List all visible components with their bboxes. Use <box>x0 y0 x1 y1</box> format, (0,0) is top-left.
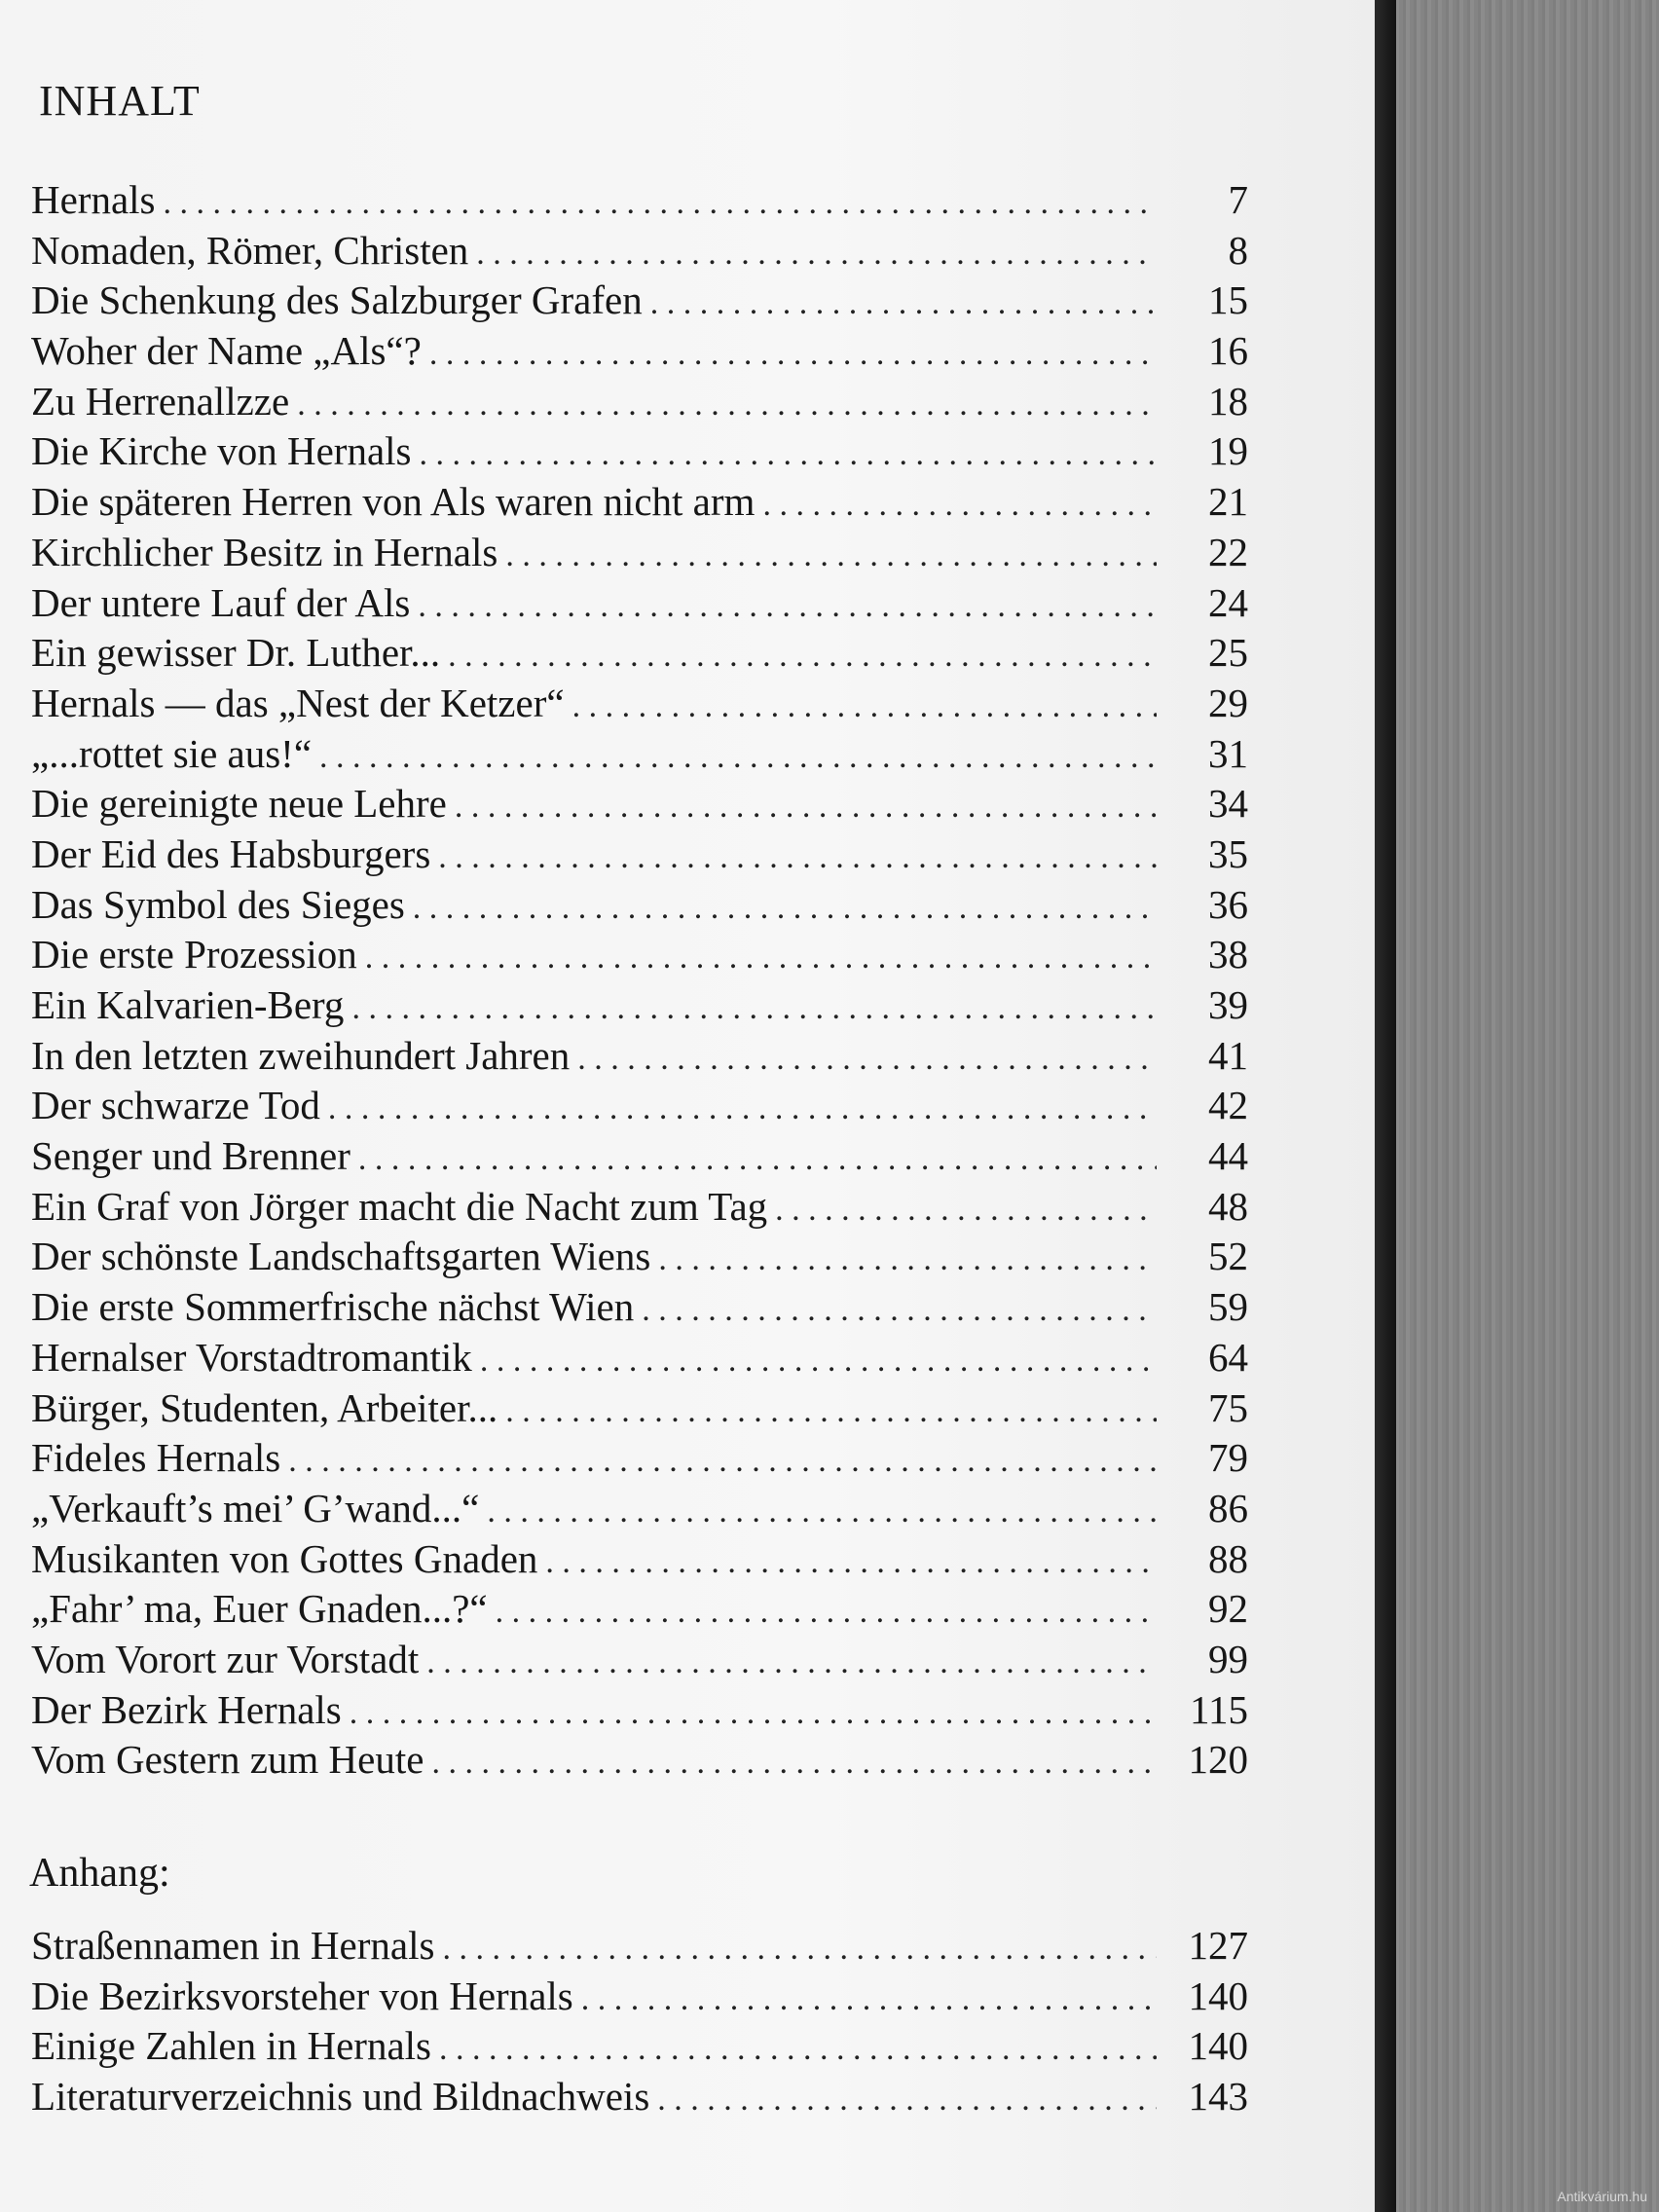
toc-entry <box>31 326 1248 377</box>
dot-leader <box>650 278 1157 329</box>
toc-entry-page-number: 86 <box>1208 1485 1248 1530</box>
toc-entry-title: Hernals <box>31 177 156 222</box>
toc-entry <box>31 477 1248 528</box>
dot-leader <box>365 933 1157 983</box>
toc-entry-title: Die gereinigte neue Lehre <box>31 781 447 827</box>
toc-entry <box>31 1685 1248 1736</box>
toc-entry <box>31 930 1248 980</box>
toc-entry-title: „...rottet sie aus!“ <box>31 730 313 776</box>
toc-entry-title: Ein Graf von Jörger macht die Nacht zum Tag <box>31 1183 768 1229</box>
toc-entry-title: Die Bezirksvorsteher von Hernals <box>31 1972 573 2018</box>
dot-leader <box>418 581 1157 632</box>
toc-entry-page-number: 92 <box>1208 1586 1248 1632</box>
dot-leader <box>581 1974 1157 2025</box>
toc-entry-page-number: 52 <box>1208 1234 1248 1279</box>
toc-entry-page-number: 127 <box>1188 1923 1248 1968</box>
book-cover-edge <box>1375 0 1396 2212</box>
toc-entry-title: Straßennamen in Hernals <box>31 1923 435 1968</box>
toc-entry-page-number: 36 <box>1208 881 1248 927</box>
toc-entry-page-number: 115 <box>1190 1686 1248 1732</box>
toc-entry-title: Musikanten von Gottes Gnaden <box>31 1535 538 1581</box>
toc-entry-title: Fideles Hernals <box>31 1435 281 1481</box>
toc-entry-page-number: 25 <box>1208 630 1248 676</box>
toc-entry <box>31 779 1248 830</box>
dot-leader <box>775 1185 1157 1235</box>
dot-leader <box>658 1235 1157 1285</box>
toc-entry-title: Die Kirche von Hernals <box>31 428 412 474</box>
toc-list <box>31 175 1248 1786</box>
appendix-heading: Anhang: <box>29 1851 170 1896</box>
toc-entry-page-number: 38 <box>1208 932 1248 977</box>
dot-leader <box>438 832 1157 883</box>
toc-entry <box>31 1182 1248 1233</box>
toc-entry-title: Hernalser Vorstadtromantik <box>31 1334 472 1380</box>
dot-leader <box>350 1688 1157 1739</box>
toc-entry <box>31 1584 1248 1635</box>
dot-leader <box>476 229 1157 279</box>
toc-entry-page-number: 7 <box>1228 177 1248 222</box>
dot-leader <box>545 1537 1157 1588</box>
toc-entry-title: „Verkauft’s mei’ G’wand...“ <box>31 1485 480 1530</box>
toc-entry-title: Der untere Lauf der Als <box>31 579 411 625</box>
toc-entry <box>31 628 1248 679</box>
dot-leader <box>164 178 1157 229</box>
toc-entry <box>31 1131 1248 1182</box>
dot-leader <box>439 2024 1157 2075</box>
dot-leader <box>762 480 1157 531</box>
toc-entry-title: Der schönste Landschaftsgarten Wiens <box>31 1234 651 1279</box>
toc-entry-title: Ein Kalvarien-Berg <box>31 982 345 1027</box>
dot-leader <box>487 1487 1157 1537</box>
dot-leader <box>572 682 1157 732</box>
toc-entry <box>31 880 1248 931</box>
dot-leader <box>413 883 1157 934</box>
dot-leader <box>448 631 1157 682</box>
page-heading: INHALT <box>39 77 201 125</box>
toc-entry-title: Nomaden, Römer, Christen <box>31 227 469 273</box>
toc-entry <box>31 1383 1248 1434</box>
toc-entry-page-number: 44 <box>1208 1133 1248 1179</box>
toc-entry-page-number: 31 <box>1208 730 1248 776</box>
toc-entry-page-number: 18 <box>1208 378 1248 424</box>
dot-leader <box>420 429 1157 480</box>
toc-entry <box>31 1031 1248 1082</box>
toc-entry-page-number: 35 <box>1208 830 1248 876</box>
toc-entry-title: Kirchlicher Besitz in Hernals <box>31 529 498 574</box>
dot-leader <box>426 1638 1157 1688</box>
toc-entry <box>31 226 1248 276</box>
toc-entry <box>31 528 1248 578</box>
dot-leader <box>431 1738 1157 1788</box>
toc-entry-page-number: 75 <box>1208 1384 1248 1430</box>
toc-entry-title: Literaturverzeichnis und Bildnachweis <box>31 2074 650 2120</box>
dot-leader <box>455 782 1157 832</box>
toc-entry <box>31 1282 1248 1333</box>
toc-entry-page-number: 16 <box>1208 328 1248 374</box>
toc-entry-page-number: 21 <box>1208 479 1248 525</box>
toc-entry-page-number: 22 <box>1208 529 1248 574</box>
dot-leader <box>297 380 1157 430</box>
toc-entry <box>31 1333 1248 1383</box>
toc-entry <box>31 1921 1248 1972</box>
toc-entry <box>31 679 1248 729</box>
toc-entry-page-number: 39 <box>1208 982 1248 1027</box>
toc-entry-title: Ein gewisser Dr. Luther... <box>31 630 441 676</box>
toc-entry-title: Senger und Brenner <box>31 1133 350 1179</box>
toc-entry-title: „Fahr’ ma, Euer Gnaden...?“ <box>31 1586 488 1632</box>
toc-entry <box>31 729 1248 780</box>
toc-entry-page-number: 15 <box>1208 277 1248 323</box>
toc-entry-title: Der Bezirk Hernals <box>31 1686 342 1732</box>
toc-entry <box>31 1534 1248 1585</box>
toc-entry-page-number: 48 <box>1208 1183 1248 1229</box>
toc-entry-page-number: 34 <box>1208 781 1248 827</box>
toc-entry-page-number: 79 <box>1208 1435 1248 1481</box>
dot-leader <box>505 1386 1157 1437</box>
toc-entry-title: Zu Herrenallzze <box>31 378 290 424</box>
toc-entry <box>31 377 1248 427</box>
dot-leader <box>429 329 1157 380</box>
dot-leader <box>351 983 1157 1034</box>
toc-entry-page-number: 29 <box>1208 680 1248 725</box>
toc-entry-title: Vom Vorort zur Vorstadt <box>31 1636 420 1681</box>
dot-leader <box>288 1436 1157 1487</box>
dot-leader <box>442 1924 1157 1974</box>
dot-leader <box>577 1034 1157 1085</box>
toc-entry-title: Die späteren Herren von Als waren nicht arm <box>31 479 756 525</box>
dot-leader <box>358 1134 1157 1185</box>
watermark-credit: Antikvárium.hu <box>1557 2189 1647 2204</box>
toc-entry-page-number: 24 <box>1208 579 1248 625</box>
toc-entry <box>31 1735 1248 1786</box>
toc-entry-title: Einige Zahlen in Hernals <box>31 2023 432 2069</box>
toc-entry <box>31 2072 1248 2122</box>
toc-entry <box>31 1484 1248 1534</box>
toc-entry <box>31 830 1248 880</box>
toc-entry-title: Die Schenkung des Salzburger Grafen <box>31 277 643 323</box>
toc-entry-page-number: 59 <box>1208 1284 1248 1330</box>
background-surface <box>1392 0 1659 2212</box>
dot-leader <box>505 531 1157 581</box>
toc-entry-title: Der Eid des Habsburgers <box>31 830 431 876</box>
toc-entry-page-number: 140 <box>1188 2023 1248 2069</box>
toc-entry <box>31 1635 1248 1685</box>
toc-entry-page-number: 88 <box>1208 1535 1248 1581</box>
toc-entry-title: Bürger, Studenten, Arbeiter... <box>31 1384 498 1430</box>
toc-entry <box>31 1232 1248 1282</box>
dot-leader <box>657 2075 1157 2125</box>
toc-entry <box>31 578 1248 629</box>
toc-entry-page-number: 143 <box>1188 2074 1248 2120</box>
toc-entry-page-number: 120 <box>1188 1737 1248 1783</box>
toc-entry-title: Der schwarze Tod <box>31 1083 320 1128</box>
toc-entry-page-number: 19 <box>1208 428 1248 474</box>
dot-leader <box>319 732 1157 783</box>
toc-entry <box>31 1081 1248 1131</box>
toc-entry-page-number: 41 <box>1208 1032 1248 1078</box>
appendix-list <box>31 1921 1248 2122</box>
dot-leader <box>642 1285 1157 1336</box>
toc-entry-title: Das Symbol des Sieges <box>31 881 405 927</box>
toc-entry-page-number: 42 <box>1208 1083 1248 1128</box>
toc-entry-title: Die erste Sommerfrische nächst Wien <box>31 1284 635 1330</box>
toc-entry-page-number: 64 <box>1208 1334 1248 1380</box>
toc-entry <box>31 276 1248 326</box>
toc-entry-title: In den letzten zweihundert Jahren <box>31 1032 571 1078</box>
toc-entry-title: Woher der Name „Als“? <box>31 328 422 374</box>
toc-entry-title: Hernals — das „Nest der Ketzer“ <box>31 680 565 725</box>
toc-entry-page-number: 99 <box>1208 1636 1248 1681</box>
toc-entry <box>31 980 1248 1031</box>
toc-entry <box>31 2021 1248 2072</box>
toc-entry <box>31 1433 1248 1484</box>
dot-leader <box>480 1336 1157 1386</box>
toc-entry <box>31 175 1248 226</box>
dot-leader <box>328 1084 1157 1134</box>
toc-entry-page-number: 140 <box>1188 1972 1248 2018</box>
toc-entry <box>31 426 1248 477</box>
toc-entry-title: Die erste Prozession <box>31 932 357 977</box>
toc-entry <box>31 1972 1248 2022</box>
toc-entry-page-number: 8 <box>1228 227 1248 273</box>
dot-leader <box>496 1587 1157 1638</box>
toc-entry-title: Vom Gestern zum Heute <box>31 1737 424 1783</box>
